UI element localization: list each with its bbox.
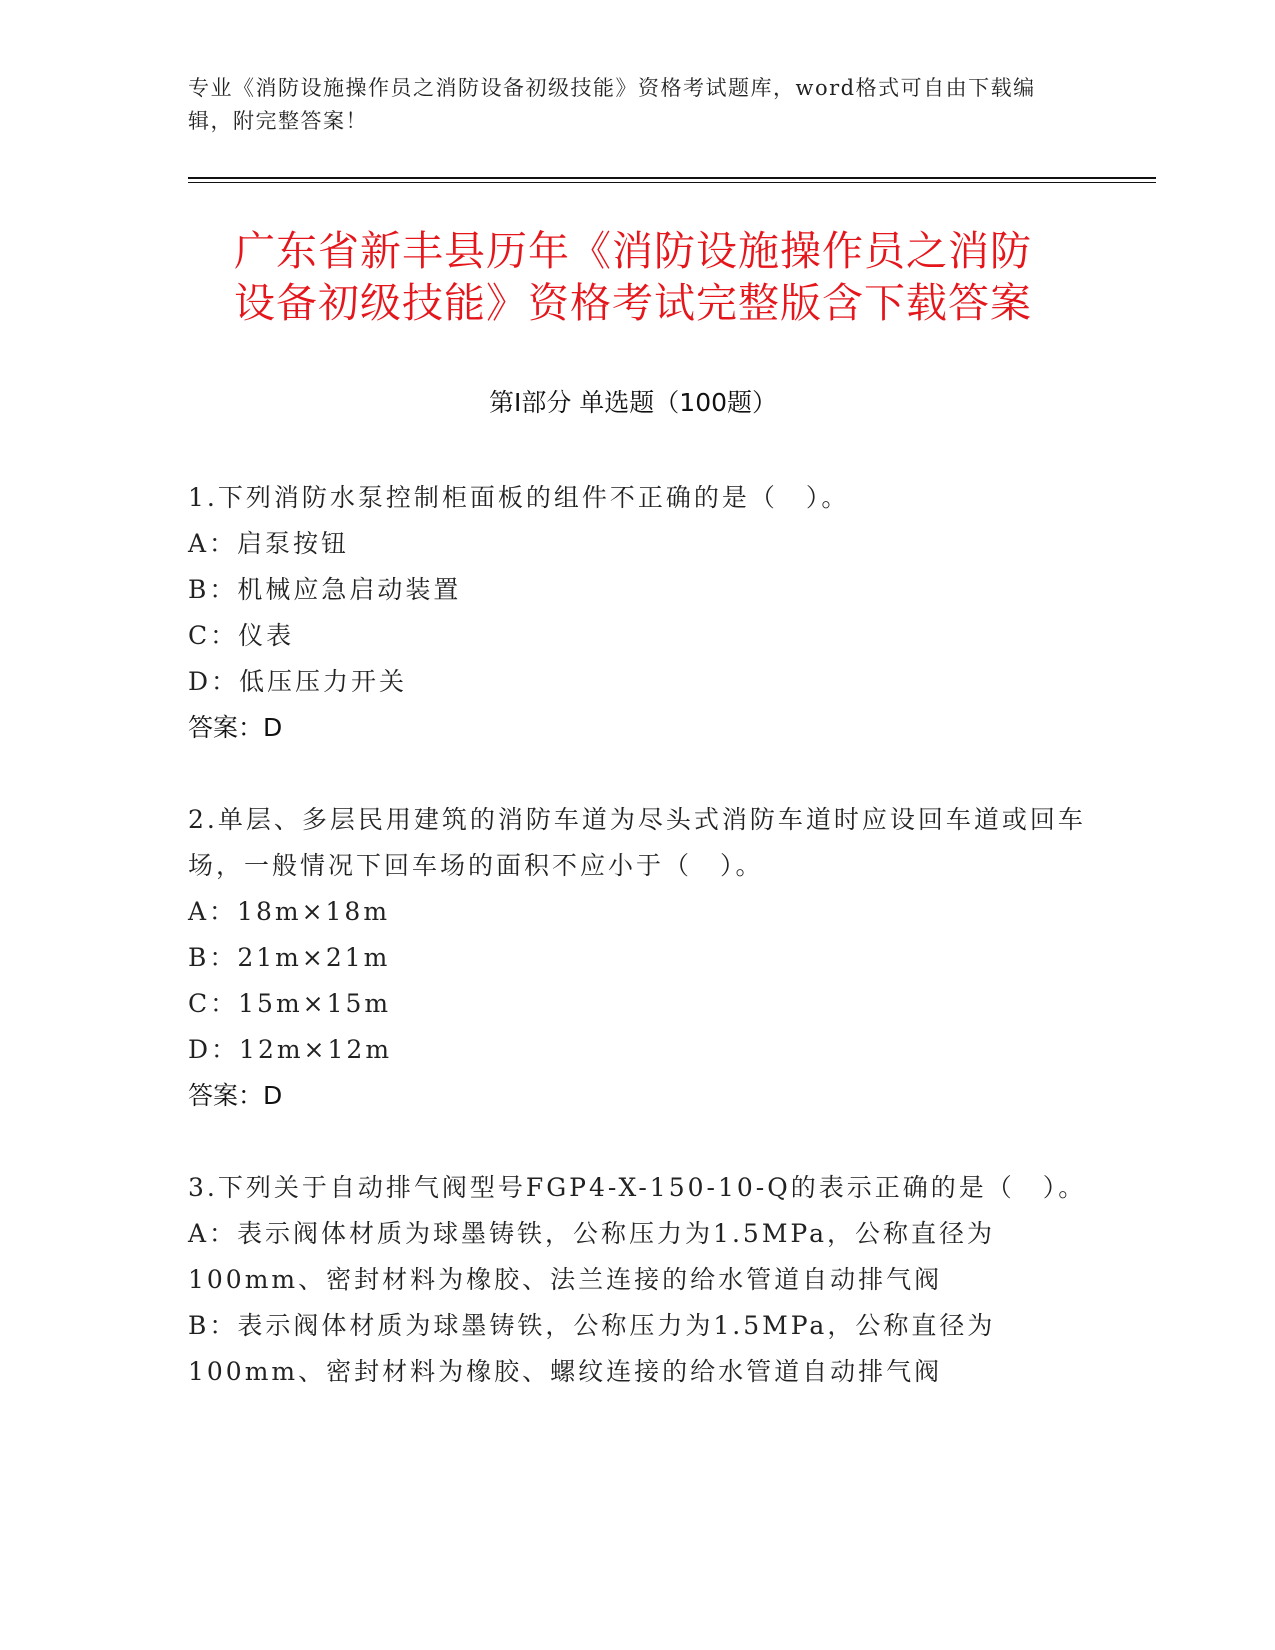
header-divider-thin: [188, 182, 1156, 183]
option-a: A：表示阀体材质为球墨铸铁，公称压力为1.5MPa，公称直径为100mm、密封材料为橡胶、法兰连接的给水管道自动排气阀: [188, 1219, 996, 1294]
header-note: 专业《消防设施操作员之消防设备初级技能》资格考试题库，word格式可自由下载编辑，附完整答案！: [188, 76, 1036, 133]
question-1: [188, 475, 1088, 751]
question-2: [188, 797, 1088, 1119]
question-3: [188, 1165, 1088, 1395]
question-stem: 2.单层、多层民用建筑的消防车道为尽头式消防车道时应设回车道或回车场，一般情况下回车场的面积不应小于（ ）。: [188, 805, 1086, 880]
question-stem: 3.下列关于自动排气阀型号FGP4-X-150-10-Q的表示正确的是（ ）。: [188, 1173, 1087, 1202]
question-stem: 1.下列消防水泵控制柜面板的组件不正确的是（ ）。: [188, 483, 850, 512]
option-a: A：启泵按钮: [188, 529, 350, 558]
option-a: A：18m×18m: [188, 897, 391, 926]
answer: 答案：D: [188, 1081, 283, 1110]
question-list: [188, 475, 1088, 1441]
document-title: [188, 225, 1078, 329]
document-title-line-1: 广东省新丰县历年《消防设施操作员之消防: [234, 227, 1032, 275]
option-d: D：12m×12m: [188, 1035, 393, 1064]
section-title: 第Ⅰ部分 单选题（100题）: [488, 388, 778, 417]
option-c: C：15m×15m: [188, 989, 392, 1018]
option-b: B：机械应急启动装置: [188, 575, 462, 604]
option-c: C：仪表: [188, 621, 295, 650]
option-d: D：低压压力开关: [188, 667, 408, 696]
header-divider-thick: [188, 177, 1156, 179]
option-b: B：表示阀体材质为球墨铸铁，公称压力为1.5MPa，公称直径为100mm、密封材料为橡胶、螺纹连接的给水管道自动排气阀: [188, 1311, 996, 1386]
answer: 答案：D: [188, 713, 283, 742]
option-b: B：21m×21m: [188, 943, 391, 972]
document-title-line-2: 设备初级技能》资格考试完整版含下载答案: [234, 279, 1032, 327]
